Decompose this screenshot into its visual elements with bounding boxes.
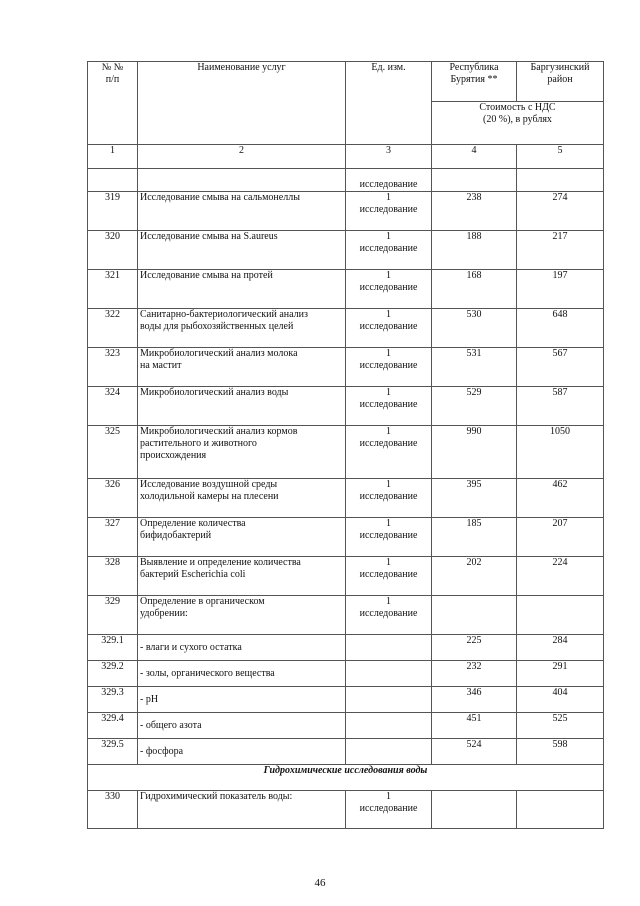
service-name	[138, 479, 346, 518]
unit	[346, 479, 432, 518]
unit	[346, 518, 432, 557]
table-row	[88, 596, 604, 635]
price-buryatia: 225	[432, 635, 517, 661]
row-number: 327	[88, 518, 138, 557]
unit-empty-cell	[346, 687, 432, 713]
row-number: 323	[88, 348, 138, 387]
service-name-text: Гидрохимический показатель воды:	[140, 791, 293, 802]
service-name-text: Исследование смыва на протей	[140, 270, 273, 281]
header-col-name-label: Наименование услуг	[197, 62, 286, 73]
unit-text: 1 исследование	[359, 596, 418, 619]
price-barguzin	[517, 596, 604, 635]
service-name: - золы, органического вещества	[138, 661, 346, 687]
table-row	[88, 387, 604, 426]
unit	[346, 348, 432, 387]
column-number: 1	[88, 145, 138, 169]
service-name	[138, 791, 346, 829]
service-name: - pH	[138, 687, 346, 713]
table-row	[88, 426, 604, 479]
service-name-text: Микробиологический анализ молока на мастит	[140, 348, 298, 371]
price-buryatia: 188	[432, 231, 517, 270]
section-heading: Гидрохимические исследования воды	[88, 765, 604, 791]
price-barguzin: 404	[517, 687, 604, 713]
row-number: 324	[88, 387, 138, 426]
price-barguzin: 224	[517, 557, 604, 596]
unit-text: 1 исследование	[359, 192, 418, 215]
table-row	[88, 270, 604, 309]
service-name	[138, 557, 346, 596]
service-name	[138, 270, 346, 309]
unit	[346, 387, 432, 426]
service-name	[138, 348, 346, 387]
price-buryatia: 990	[432, 426, 517, 479]
price-buryatia: 202	[432, 557, 517, 596]
continuation-empty-cell	[517, 169, 604, 192]
row-number: 329.1	[88, 635, 138, 661]
unit-empty-cell	[346, 739, 432, 765]
service-name	[138, 192, 346, 231]
row-number: 326	[88, 479, 138, 518]
unit	[346, 231, 432, 270]
price-barguzin	[517, 791, 604, 829]
price-buryatia: 185	[432, 518, 517, 557]
unit-text: 1 исследование	[359, 270, 418, 293]
service-name	[138, 387, 346, 426]
table-row	[88, 231, 604, 270]
continuation-unit: исследование	[346, 169, 432, 192]
service-name-text: Исследование воздушной среды холодильной камеры на плесени	[140, 479, 279, 502]
price-barguzin: 291	[517, 661, 604, 687]
price-buryatia: 524	[432, 739, 517, 765]
price-barguzin: 284	[517, 635, 604, 661]
service-name-text: Микробиологический анализ кормов растительного и животного происхождения	[140, 426, 298, 461]
row-number: 329.3	[88, 687, 138, 713]
service-name: - влаги и сухого остатка	[138, 635, 346, 661]
price-barguzin: 648	[517, 309, 604, 348]
service-name: - общего азота	[138, 713, 346, 739]
section-row	[88, 765, 604, 791]
row-number: 330	[88, 791, 138, 829]
price-buryatia	[432, 596, 517, 635]
header-col-unit-label: Ед. изм.	[371, 62, 406, 73]
price-buryatia: 168	[432, 270, 517, 309]
unit-text: 1 исследование	[359, 348, 418, 371]
price-buryatia: 238	[432, 192, 517, 231]
service-name	[138, 309, 346, 348]
column-number: 5	[517, 145, 604, 169]
price-buryatia: 529	[432, 387, 517, 426]
table-subrow	[88, 713, 604, 739]
header-col-number	[88, 62, 138, 145]
row-number: 321	[88, 270, 138, 309]
table-row	[88, 192, 604, 231]
service-name-text: Определение количества бифидобактерий	[140, 518, 246, 541]
row-number: 325	[88, 426, 138, 479]
table-subrow	[88, 687, 604, 713]
price-buryatia	[432, 791, 517, 829]
unit	[346, 596, 432, 635]
continuation-empty-cell	[138, 169, 346, 192]
header-row	[88, 62, 604, 102]
continuation-empty-cell	[432, 169, 517, 192]
table-row	[88, 518, 604, 557]
continuation-empty-cell	[88, 169, 138, 192]
row-number: 329.2	[88, 661, 138, 687]
service-name-text: Микробиологический анализ воды	[140, 387, 289, 398]
table-subrow	[88, 739, 604, 765]
row-number: 328	[88, 557, 138, 596]
table-row	[88, 309, 604, 348]
table-row	[88, 479, 604, 518]
header-col-name	[138, 62, 346, 145]
service-name-text: Определение в органическом удобрении:	[140, 596, 265, 619]
unit-empty-cell	[346, 661, 432, 687]
unit-text: 1 исследование	[359, 426, 418, 449]
service-name-text: Исследование смыва на сальмонеллы	[140, 192, 300, 203]
price-buryatia: 530	[432, 309, 517, 348]
price-barguzin: 207	[517, 518, 604, 557]
header-col-buryatia-label: Республика Бурятия **	[449, 62, 499, 85]
service-name: - фосфора	[138, 739, 346, 765]
service-name-text: Выявление и определение количества бактерий Escherichia coli	[140, 557, 301, 580]
price-barguzin: 274	[517, 192, 604, 231]
header-cost-label: Стоимость с НДС (20 %), в рублях	[479, 102, 556, 125]
table-subrow	[88, 635, 604, 661]
price-barguzin: 1050	[517, 426, 604, 479]
price-buryatia: 451	[432, 713, 517, 739]
service-name-text: Исследование смыва на S.aureus	[140, 231, 278, 242]
continuation-row	[88, 169, 604, 192]
price-buryatia: 531	[432, 348, 517, 387]
unit-text: 1 исследование	[359, 557, 418, 580]
unit-text: 1 исследование	[359, 791, 418, 814]
unit-text: 1 исследование	[359, 518, 418, 541]
unit-text: 1 исследование	[359, 479, 418, 502]
column-number: 4	[432, 145, 517, 169]
unit-text: 1 исследование	[359, 231, 418, 254]
row-number: 329.5	[88, 739, 138, 765]
page-number: 46	[314, 877, 326, 889]
unit	[346, 791, 432, 829]
header-col-number-label: № № п/п	[101, 62, 124, 85]
column-number: 3	[346, 145, 432, 169]
row-number: 319	[88, 192, 138, 231]
service-name	[138, 231, 346, 270]
price-barguzin: 217	[517, 231, 604, 270]
unit-empty-cell	[346, 713, 432, 739]
price-barguzin: 462	[517, 479, 604, 518]
price-barguzin: 587	[517, 387, 604, 426]
price-buryatia: 346	[432, 687, 517, 713]
row-number: 329	[88, 596, 138, 635]
unit	[346, 557, 432, 596]
price-table	[87, 61, 604, 829]
header-col-barguzin-label: Баргузинский район	[530, 62, 590, 85]
price-table-body	[88, 62, 604, 829]
price-barguzin: 567	[517, 348, 604, 387]
service-name	[138, 426, 346, 479]
service-name	[138, 596, 346, 635]
column-number-row	[88, 145, 604, 169]
unit-text: 1 исследование	[359, 309, 418, 332]
table-subrow	[88, 661, 604, 687]
header-col-barguzin	[517, 62, 604, 102]
header-col-unit	[346, 62, 432, 145]
service-name	[138, 518, 346, 557]
unit	[346, 309, 432, 348]
unit-text: 1 исследование	[359, 387, 418, 410]
header-col-buryatia	[432, 62, 517, 102]
unit	[346, 192, 432, 231]
price-buryatia: 232	[432, 661, 517, 687]
price-barguzin: 197	[517, 270, 604, 309]
row-number: 329.4	[88, 713, 138, 739]
row-number: 322	[88, 309, 138, 348]
row-number: 320	[88, 231, 138, 270]
price-barguzin: 598	[517, 739, 604, 765]
header-cost	[432, 102, 604, 145]
price-buryatia: 395	[432, 479, 517, 518]
unit-empty-cell	[346, 635, 432, 661]
table-row	[88, 791, 604, 829]
price-barguzin: 525	[517, 713, 604, 739]
unit	[346, 426, 432, 479]
table-row	[88, 557, 604, 596]
unit	[346, 270, 432, 309]
column-number: 2	[138, 145, 346, 169]
table-row	[88, 348, 604, 387]
service-name-text: Санитарно-бактериологический анализ воды для рыбохозяйственных целей	[140, 309, 308, 332]
